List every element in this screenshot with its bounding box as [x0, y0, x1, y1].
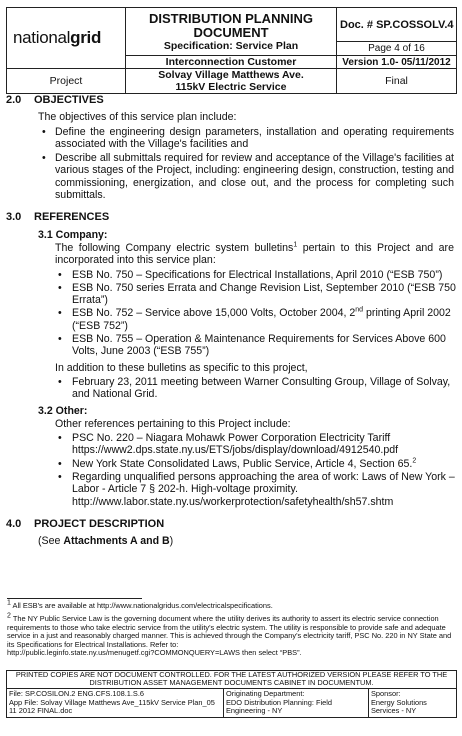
national-grid-logo: nationalgrid: [7, 8, 126, 69]
project-label: Project: [7, 69, 126, 94]
list-item: • February 23, 2011 meeting between Warner Consulting Group, Village of Solvay, and National Grid.: [6, 376, 456, 401]
footnote-rule: [7, 598, 142, 599]
file-info: File: SP.COSILON.2 ENG.CFS.108.1.S.6 App File: Solvay Village Matthews Ave_115kV Service Plan_05 11 2012 FINAL.doc: [7, 689, 224, 718]
document-status: Final: [337, 69, 457, 94]
interconnection-customer: Interconnection Customer: [126, 56, 337, 69]
footnote-2: $^2$ The NY Public Service Law is the governing document where the utility derives its authority to assert its electric service connection requirements to those who take electric service from the utility's electric system. The utility is responsible to provide safe and adequate service in a just and reasonably charged manner. This is achieved through the Company's electricity tariff, PSC No. 220 in NY State and its Specifications for Electrical Installations. Refer to: http://public.leginfo.state.ny.us/menugetf.cgi?COMMONQUERY=LAWS then select “PBS”.: [7, 612, 452, 658]
section-2-heading: 2.0 OBJECTIVES: [6, 94, 104, 106]
objectives-intro: The objectives of this service plan include:: [38, 111, 237, 124]
footnote-1: $^1$ All ESB's are available at http://www.nationalgridus.com/electricalspecifications.: [7, 599, 273, 610]
meeting-list: [6, 376, 456, 401]
page-number: Page 4 of 16: [337, 42, 457, 56]
tariff-url: https://www2.dps.state.ny.us/ETS/jobs/display/download/4912540.pdf: [72, 444, 399, 457]
title-line-1: DISTRIBUTION PLANNING: [149, 10, 313, 26]
attachments-reference: (See Attachments A and B): [38, 535, 174, 548]
list-item: • Regarding unqualified persons approaching the area of work: Laws of New York – Labor - Article 7 § 202-h. High-voltage proximity. http://www.labor.state.ny.us/workerprotection/safetyhealth/sh57.shtm: [6, 471, 456, 508]
sponsor: Sponsor: Energy Solutions Services - NY: [369, 689, 457, 718]
list-item: • ESB No. 750 series Errata and Change Revision List, September 2010 (“ESB 750 Errata”): [6, 282, 456, 307]
subsection-other: 3.2 Other:: [38, 404, 88, 417]
list-item: • Describe all submittals required for review and acceptance of the Village's facilities at various stages of the Project, including: engineering design, construction, testing and commissioning, energization, and close out, and the process for completing such submittals.: [6, 152, 456, 201]
specification-label: Specification: Service Plan: [163, 39, 299, 52]
list-item: • ESB No. 755 – Operation & Maintenance Requirements for Services Above 600 Volts, June 2003 (“ESB 755”): [6, 333, 456, 358]
list-item: • PSC No. 220 – Niagara Mohawk Power Corporation Electricity Tariff https://www2.dps.state.ny.us/ETS/jobs/display/download/4912540.pdf: [6, 432, 456, 457]
other-intro: Other references pertaining to this Project include:: [55, 417, 291, 430]
other-references-list: [6, 432, 456, 508]
originating-department: Originating Department: EDO Distribution Planning: Field Engineering - NY: [224, 689, 369, 718]
addition-text: In addition to these bulletins as specific to this project,: [55, 361, 308, 374]
document-title-cell: [126, 8, 337, 56]
list-item: • ESB No. 750 – Specifications for Electrical Installations, April 2010 (“ESB 750”): [6, 269, 456, 281]
section-3-heading: 3.0 REFERENCES: [6, 211, 110, 224]
document-number: Doc. # SP.COSSOLV.4: [337, 8, 457, 42]
document-body: [6, 94, 456, 550]
document-footer: [6, 688, 457, 718]
bulletins-list: [6, 269, 456, 358]
bulletins-intro: The following Company electric system bulletins$^1$ pertain to this Project and are incorporated into this service plan:: [55, 241, 454, 267]
list-item: • New York State Consolidated Laws, Public Service, Article 4, Section 65.$^2$: [6, 458, 456, 470]
objectives-list: [6, 126, 456, 202]
document-header: [6, 7, 457, 94]
list-item: • ESB No. 752 – Service above 15,000 Volts, October 2004, 2nd printing April 2002 (“ESB 752”): [6, 307, 456, 332]
document-control-warning: PRINTED COPIES ARE NOT DOCUMENT CONTROLLED. FOR THE LATEST AUTHORIZED VERSION PLEASE REFER TO THE DISTRIBUTION ASSET MANAGEMENT DOCUMENTS CABINET IN DOCUMENTUM.: [6, 670, 457, 689]
subsection-company: 3.1 Company:: [38, 228, 108, 241]
title-line-2: DOCUMENT: [193, 24, 269, 40]
list-item: • Define the engineering design parameters, installation and operating requirements associated with the Village's facilities and: [6, 126, 456, 151]
version-date: Version 1.0- 05/11/2012: [337, 56, 457, 69]
project-location: Solvay Village Matthews Ave. 115kV Electric Service: [126, 69, 337, 94]
section-4-heading: 4.0 PROJECT DESCRIPTION: [6, 517, 165, 530]
labor-url: http://www.labor.state.ny.us/workerprotection/safetyhealth/sh57.shtm: [72, 495, 394, 508]
